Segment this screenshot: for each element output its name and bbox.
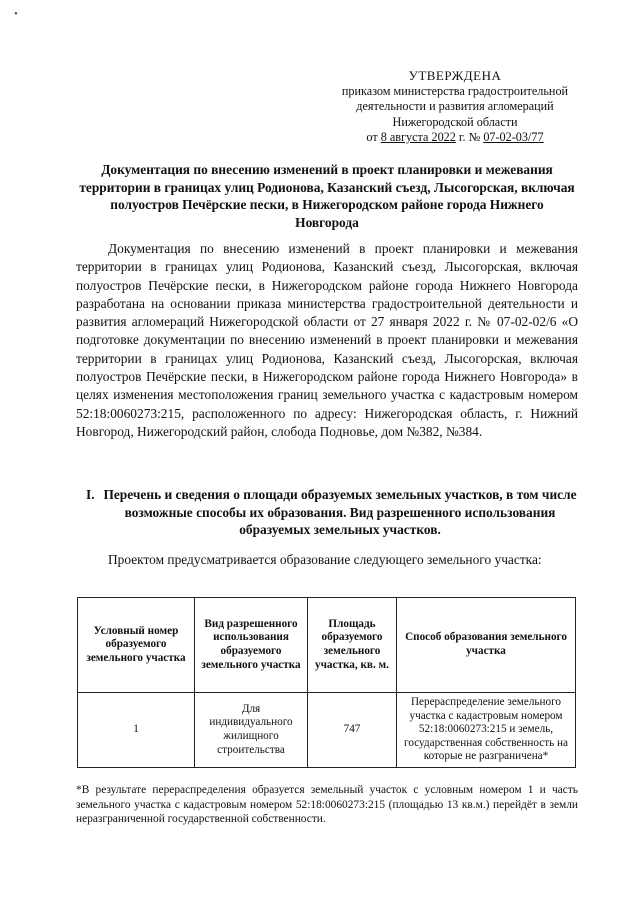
body-paragraph: Документация по внесению изменений в проект планировки и межевания территории в границах улиц Родионова, Казанский съезд, Лысогорская, включая полуостров Печёрские пески, в Нижегородском районе города Нижнего Новгорода разработана на основании приказа министерства градостроительной деятельности и развития агломераций Нижегородской области от 27 января 2022 г. № 07-02-02/6 «О подготовке документации по внесению изменений в проект планировки и межевания территории в границах улиц Родионова, Казанский съезд, Лысогорская, включая полуостров Печёрские пески, в Нижегородском районе города Нижнего Новгорода» в целях изменения местоположения границ земельного участка с кадастровым номером 52:18:0060273:215, расположенного по адресу: Нижегородская область, г. Нижний Новгород, Нижегородский район, слобода Подновье, дом №382, №384. <box>76 241 578 439</box>
approval-line-3: Нижегородской области <box>392 114 518 129</box>
table-row <box>78 693 576 768</box>
document-title: Документация по внесению изменений в проект планировки и межевания территории в границах улиц Родионова, Казанский съезд, Лысогорская, включая полуостров Печёрские пески, в Нижегородском районе города Нижнего Новгорода <box>79 162 575 230</box>
approval-line-1: приказом министерства градостроительной <box>341 83 569 98</box>
header-formation-method: Способ образования земельного участка <box>397 598 576 693</box>
footnote: *В результате перераспределения образуется земельный участок с условным номером 1 и часть земельного участка с кадастровым номером 52:18:0060273:215 (площадью 13 кв.м.) перейдёт в земли неразграниченной государственной собственности. <box>76 784 578 825</box>
cell-formation-method: Перераспределение земельного участка с кадастровым номером 52:18:0060273:215 и земель, государственная собственность на которые не разграничена* <box>397 693 576 768</box>
land-plot-table <box>77 597 576 768</box>
section-heading <box>78 486 578 539</box>
approval-date: 8 августа 2022 <box>380 130 456 144</box>
approval-line-2: деятельности и развития агломераций <box>356 99 554 113</box>
approval-date-line <box>330 130 580 146</box>
section-number: I. <box>86 487 95 502</box>
section-title: Перечень и сведения о площади образуемых земельных участков, в том числе возможные способы их образования. Вид разрешенного использования образуемых земельных участков. <box>103 487 577 537</box>
cell-permitted-use: Для индивидуального жилищного строительства <box>195 693 308 768</box>
approval-number: 07-02-03/77 <box>483 130 544 144</box>
approval-stamp <box>330 68 580 146</box>
header-permitted-use: Вид разрешенного использования образуемого земельного участка <box>195 598 308 693</box>
approval-date-prefix: от <box>366 130 381 144</box>
intro-text: Проектом предусматривается образование следующего земельного участка: <box>108 552 542 567</box>
table-header-row <box>78 598 576 693</box>
cell-area: 747 <box>308 693 397 768</box>
header-area: Площадь образуемого земельного участка, кв. м. <box>308 598 397 693</box>
approval-date-mid: г. № <box>455 130 484 144</box>
header-plot-number: Условный номер образуемого земельного участка <box>78 598 195 693</box>
cell-plot-number: 1 <box>78 693 195 768</box>
approval-heading: УТВЕРЖДЕНА <box>408 68 502 83</box>
scan-mark: • <box>14 8 18 20</box>
